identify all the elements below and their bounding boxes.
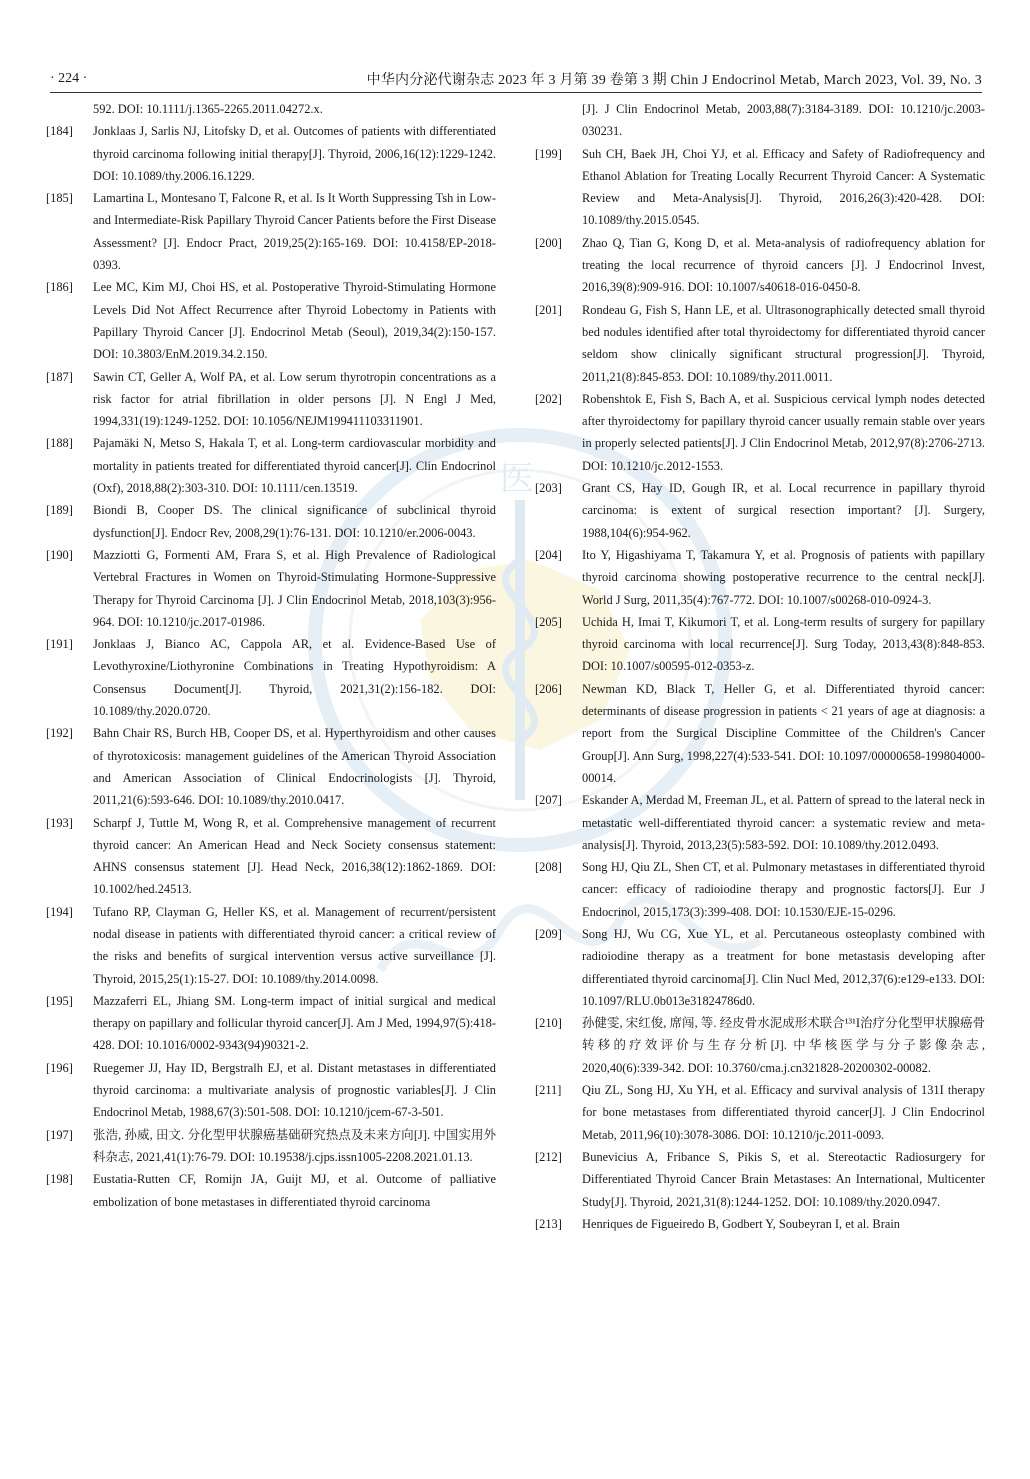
- reference-entry: [46, 722, 496, 811]
- reference-text: Newman KD, Black T, Heller G, et al. Differentiated thyroid cancer: determinants of disease progression in patients < 21 years of age at diagnosis: a report from the Surgical Discipline Committee of the Children's Cancer Group[J]. Ann Surg, 1998,227(4):533-541. DOI: 10.1097/00000658-199804000-00014.: [582, 681, 985, 785]
- reference-entry: [46, 1124, 496, 1169]
- reference-entry: [46, 544, 496, 633]
- reference-number: [187]: [46, 369, 73, 384]
- reference-entry: [535, 1012, 985, 1079]
- reference-text: Grant CS, Hay ID, Gough IR, et al. Local recurrence in papillary thyroid carcinoma: is extent of surgical resection important? [J]. Surgery, 1988,104(6):954-962.: [582, 481, 985, 540]
- reference-number: [213]: [535, 1216, 562, 1231]
- reference-text: Song HJ, Qiu ZL, Shen CT, et al. Pulmonary metastases in differentiated thyroid cancer: efficacy of radioiodine therapy and prognostic factors[J]. Eur J Endocrinol, 2015,173(3):399-408. DOI: 10.1530/EJE-15-0296.: [582, 860, 985, 919]
- reference-number: [206]: [535, 681, 562, 696]
- reference-entry: [46, 990, 496, 1057]
- reference-entry: [535, 678, 985, 789]
- reference-entry: [535, 232, 985, 299]
- reference-number: [209]: [535, 926, 562, 941]
- reference-number: [200]: [535, 235, 562, 250]
- reference-text: Bahn Chair RS, Burch HB, Cooper DS, et al. Hyperthyroidism and other causes of thyrotoxicosis: management guidelines of the American Thyroid Association and American Association of Clinical Endocrinologists [J]. Thyroid, 2011,21(6):593-646. DOI: 10.1089/thy.2010.0417.: [93, 726, 496, 808]
- reference-entry: [535, 299, 985, 388]
- reference-entry: [46, 276, 496, 365]
- reference-text: Eskander A, Merdad M, Freeman JL, et al. Pattern of spread to the lateral neck in metastatic well-differentiated thyroid cancer: a systematic review and meta-analysis[J]. Thyroid, 2013,23(5):583-592. DOI: 10.1089/thy.2012.0493.: [582, 793, 985, 852]
- reference-entry: [535, 477, 985, 544]
- reference-text: Pajamäki N, Metso S, Hakala T, et al. Long-term cardiovascular morbidity and mortality in patients treated for differentiated thyroid cancer[J]. Clin Endocrinol (Oxf), 2018,88(2):303-310. DOI: 10.1111/cen.13519.: [93, 436, 496, 496]
- reference-entry: [46, 1057, 496, 1124]
- reference-number: [201]: [535, 302, 562, 317]
- reference-entry: [46, 901, 496, 990]
- reference-number: [185]: [46, 191, 73, 206]
- reference-entry: [46, 120, 496, 187]
- right-reference-column: [535, 98, 985, 1235]
- reference-continuation: [J]. J Clin Endocrinol Metab, 2003,88(7):3184-3189. DOI: 10.1210/jc.2003-030231.: [582, 102, 985, 139]
- reference-number: [194]: [46, 904, 73, 919]
- journal-citation-line: 中华内分泌代谢杂志 2023 年 3 月第 39 卷第 3 期 Chin J Endocrinol Metab, March 2023, Vol. 39, No. 3: [366, 73, 982, 88]
- reference-number: [189]: [46, 503, 73, 518]
- reference-text: Biondi B, Cooper DS. The clinical significance of subclinical thyroid dysfunction[J]. Endocr Rev, 2008,29(1):76-131. DOI: 10.1210/er.2006-0043.: [93, 503, 496, 540]
- reference-entry: [535, 789, 985, 856]
- reference-text: Ruegemer JJ, Hay ID, Bergstralh EJ, et al. Distant metastases in differentiated thyroid carcinoma: a multivariate analysis of prognostic variables[J]. J Clin Endocrinol Metab, 1988,67(3):501-508. DOI: 10.1210/jcem-67-3-501.: [93, 1060, 496, 1120]
- reference-entry: [46, 432, 496, 499]
- reference-number: [202]: [535, 391, 562, 406]
- reference-text: Bunevicius A, Fribance S, Pikis S, et al. Stereotactic Radiosurgery for Differentiated Thyroid Cancer Brain Metastases: An International, Multicenter Study[J]. Thyroid, 2021,31(8):1244-1252. DOI: 10.1089/thy.2020.0947.: [582, 1149, 985, 1209]
- reference-text: Lee MC, Kim MJ, Choi HS, et al. Postoperative Thyroid-Stimulating Hormone Levels Did Not Affect Recurrence after Thyroid Lobectomy in Patients with Papillary Thyroid Cancer [J]. Endocrinol Metab (Seoul), 2019,34(2):150-157. DOI: 10.3803/EnM.2019.34.2.150.: [93, 280, 496, 362]
- reference-entry: [535, 923, 985, 1012]
- reference-number: [207]: [535, 793, 562, 808]
- reference-entry: [535, 1213, 985, 1235]
- reference-text: Uchida H, Imai T, Kikumori T, et al. Long-term results of surgery for papillary thyroid carcinoma with local recurrence[J]. Surg Today, 2013,43(8):848-853. DOI: 10.1007/s00595-012-0353-z.: [582, 614, 985, 674]
- reference-text: Tufano RP, Clayman G, Heller KS, et al. Management of recurrent/persistent nodal disease in patients with differentiated thyroid cancer: a critical review of the risks and benefits of surgical intervention versus active surveillance [J]. Thyroid, 2015,25(1):15-27. DOI: 10.1089/thy.2014.0098.: [93, 904, 496, 986]
- reference-number: [205]: [535, 614, 562, 629]
- reference-number: [197]: [46, 1127, 73, 1142]
- reference-text: Mazzaferri EL, Jhiang SM. Long-term impact of initial surgical and medical therapy on papillary and follicular thyroid cancer[J]. Am J Med, 1994,97(5):418-428. DOI: 10.1016/0002-9343(94)90321-2.: [93, 993, 496, 1053]
- reference-entry: [535, 856, 985, 923]
- reference-text: Rondeau G, Fish S, Hann LE, et al. Ultrasonographically detected small thyroid bed nodules identified after total thyroidectomy for differentiated thyroid cancer seldom show clinically significant structural progression[J]. Thyroid, 2011,21(8):845-853. DOI: 10.1089/thy.2011.0011.: [582, 302, 985, 384]
- reference-entry: [535, 388, 985, 477]
- reference-number: [190]: [46, 547, 73, 562]
- reference-number: [186]: [46, 280, 73, 295]
- reference-number: [211]: [535, 1083, 562, 1098]
- reference-text: Jonklaas J, Sarlis NJ, Litofsky D, et al. Outcomes of patients with differentiated thyroid carcinoma following initial therapy[J]. Thyroid, 2006,16(12):1229-1242. DOI: 10.1089/thy.2006.16.1229.: [93, 124, 496, 183]
- reference-text: Lamartina L, Montesano T, Falcone R, et al. Is It Worth Suppressing Tsh in Low- and Intermediate-Risk Papillary Thyroid Cancer Patients before the First Disease Assessment? [J]. Endocr Pract, 2019,25(2):165-169. DOI: 10.4158/EP-2018-0393.: [93, 191, 496, 273]
- reference-number: [191]: [46, 637, 73, 652]
- reference-text: Robenshtok E, Fish S, Bach A, et al. Suspicious cervical lymph nodes detected after thyroidectomy for papillary thyroid cancer usually remain stable over years in properly selected patients[J]. J Clin Endocrinol Metab, 2012,97(8):2706-2713. DOI: 10.1210/jc.2012-1553.: [582, 391, 985, 473]
- reference-number: [199]: [535, 146, 562, 161]
- reference-text: Sawin CT, Geller A, Wolf PA, et al. Low serum thyrotropin concentrations as a risk factor for atrial fibrillation in older persons [J]. N Engl J Med, 1994,331(19):1249-1252. DOI: 10.1056/NEJM199411103311901.: [93, 369, 496, 429]
- reference-number: [198]: [46, 1172, 73, 1187]
- reference-number: [208]: [535, 860, 562, 875]
- reference-continuation: 592. DOI: 10.1111/j.1365-2265.2011.04272.x.: [93, 102, 323, 116]
- page-header: [50, 68, 982, 90]
- reference-text: Jonklaas J, Bianco AC, Cappola AR, et al. Evidence-Based Use of Levothyroxine/Liothyronine Combinations in Treating Hypothyroidism: A Consensus Document[J]. Thyroid, 2021,31(2):156-182. DOI: 10.1089/thy.2020.0720.: [93, 637, 496, 719]
- reference-entry: [535, 1079, 985, 1146]
- reference-text: Henriques de Figueiredo B, Godbert Y, Soubeyran I, et al. Brain: [582, 1216, 900, 1231]
- reference-entry: [535, 143, 985, 232]
- watermark-character: 医: [500, 459, 534, 499]
- reference-number: [204]: [535, 547, 562, 562]
- reference-entry: [46, 1168, 496, 1213]
- reference-text: Qiu ZL, Song HJ, Xu YH, et al. Efficacy and survival analysis of 131I therapy for bone metastases from differentiated thyroid cancer[J]. J Clin Endocrinol Metab, 2011,96(10):3078-3086. DOI: 10.1210/jc.2011-0093.: [582, 1083, 985, 1142]
- reference-number: [195]: [46, 993, 73, 1008]
- reference-text: Ito Y, Higashiyama T, Takamura Y, et al. Prognosis of patients with papillary thyroid carcinoma showing postoperative recurrence to the central neck[J]. World J Surg, 2011,35(4):767-772. DOI: 10.1007/s00268-010-0924-3.: [582, 547, 985, 607]
- reference-entry: [46, 187, 496, 276]
- reference-text: Scharpf J, Tuttle M, Wong R, et al. Comprehensive management of recurrent thyroid cancer: An American Head and Neck Society consensus statement: AHNS consensus statement [J]. Head Neck, 2016,38(12):1862-1869. DOI: 10.1002/hed.24513.: [93, 815, 496, 897]
- reference-number: [193]: [46, 815, 73, 830]
- reference-number: [184]: [46, 124, 73, 139]
- reference-entry: [535, 544, 985, 611]
- reference-entry: [535, 1146, 985, 1213]
- reference-number: [196]: [46, 1060, 73, 1075]
- reference-entry: [46, 499, 496, 544]
- reference-text: 孙健雯, 宋红俊, 席闯, 等. 经皮骨水泥成形术联合¹³¹I治疗分化型甲状腺癌骨转移的疗效评价与生存分析[J]. 中华核医学与分子影像杂志, 2020,40(6):339-342. DOI: 10.3760/cma.j.cn321828-20200302-00082.: [582, 1016, 985, 1075]
- page-number: · 224 ·: [50, 71, 88, 86]
- reference-text: Suh CH, Baek JH, Choi YJ, et al. Efficacy and Safety of Radiofrequency and Ethanol Ablation for Treating Locally Recurrent Thyroid Cancer: A Systematic Review and Meta-Analysis[J]. Thyroid, 2016,26(3):420-428. DOI: 10.1089/thy.2015.0545.: [582, 146, 985, 228]
- reference-number: [203]: [535, 481, 562, 496]
- reference-entry: [46, 812, 496, 901]
- reference-entry: [46, 366, 496, 433]
- reference-entry: [535, 611, 985, 678]
- reference-number: [212]: [535, 1149, 562, 1164]
- reference-text: Zhao Q, Tian G, Kong D, et al. Meta-analysis of radiofrequency ablation for treating the local recurrence of thyroid cancers [J]. J Endocrinol Invest, 2016,39(8):909-916. DOI: 10.1007/s40618-016-0450-8.: [582, 235, 985, 295]
- reference-text: Mazziotti G, Formenti AM, Frara S, et al. High Prevalence of Radiological Vertebral Fractures in Women on Thyroid-Stimulating Hormone-Suppressive Therapy for Thyroid Carcinoma [J]. J Clin Endocrinol Metab, 2018,103(3):956-964. DOI: 10.1210/jc.2017-01986.: [93, 547, 496, 629]
- reference-text: Song HJ, Wu CG, Xue YL, et al. Percutaneous osteoplasty combined with radioiodine therapy as a treatment for bone metastasis developing after differentiated thyroid carcinoma[J]. Clin Nucl Med, 2012,37(6):e129-e133. DOI: 10.1097/RLU.0b013e31824786d0.: [582, 926, 985, 1008]
- left-reference-column: [46, 98, 496, 1213]
- reference-entry: [46, 633, 496, 722]
- reference-number: [210]: [535, 1016, 562, 1031]
- header-rule: [50, 92, 982, 93]
- reference-number: [188]: [46, 436, 73, 451]
- reference-text: 张浩, 孙威, 田文. 分化型甲状腺癌基础研究热点及未来方向[J]. 中国实用外科杂志, 2021,41(1):76-79. DOI: 10.19538/j.cjps.issn1005-2208.2021.01.13.: [93, 1127, 496, 1164]
- reference-number: [192]: [46, 726, 73, 741]
- reference-text: Eustatia-Rutten CF, Romijn JA, Guijt MJ, et al. Outcome of palliative embolization of bone metastases in differentiated thyroid carcinoma: [93, 1172, 496, 1209]
